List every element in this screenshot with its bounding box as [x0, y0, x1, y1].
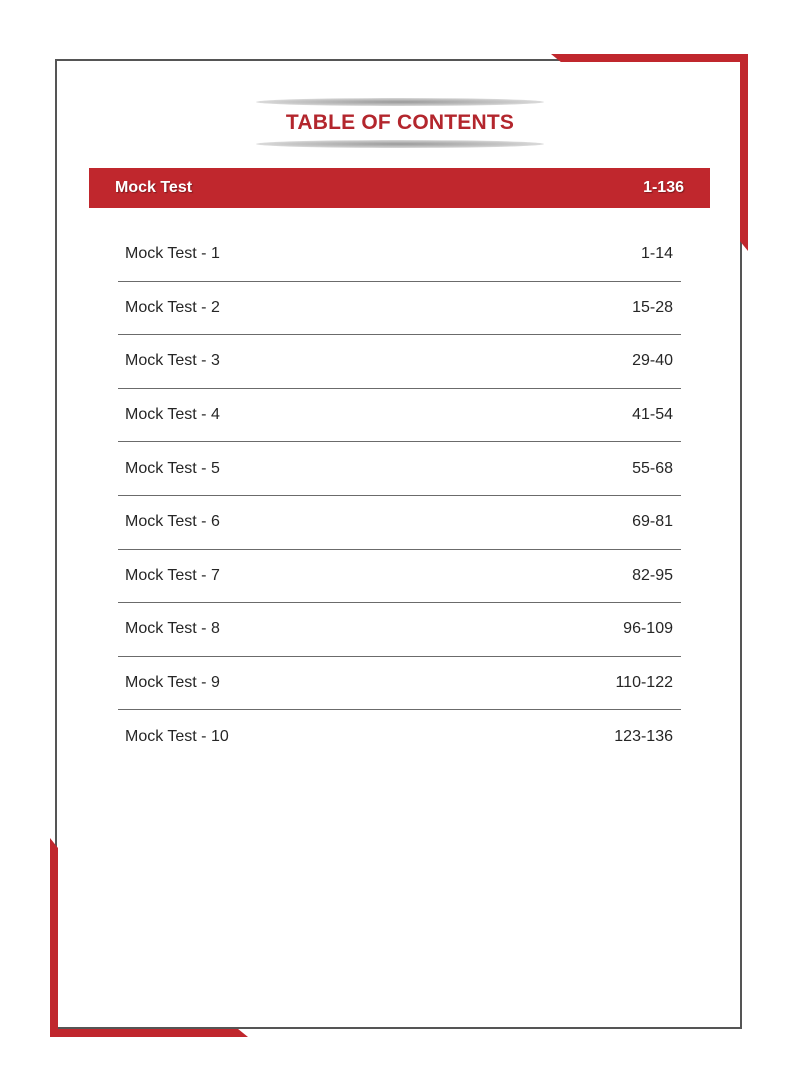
- corner-accent-top-right-horizontal: [551, 54, 748, 62]
- toc-entry[interactable]: [118, 442, 681, 496]
- toc-entry[interactable]: [118, 657, 681, 711]
- toc-entry-label: Mock Test - 3: [125, 352, 220, 370]
- toc-entry-pages: 41-54: [632, 406, 673, 424]
- toc-entry-pages: 123-136: [614, 728, 673, 746]
- toc-entry-pages: 110-122: [615, 674, 673, 692]
- toc-entry-label: Mock Test - 10: [125, 728, 229, 746]
- toc-entry[interactable]: [118, 496, 681, 550]
- toc-entry[interactable]: [118, 710, 681, 764]
- toc-entry-pages: 96-109: [623, 620, 673, 638]
- toc-entry-pages: 1-14: [640, 245, 673, 263]
- toc-entry-label: Mock Test - 9: [125, 674, 220, 692]
- toc-entry-label: Mock Test - 4: [125, 406, 220, 424]
- toc-entry-label: Mock Test - 5: [125, 459, 220, 477]
- corner-accent-bottom-left-vertical: [50, 838, 58, 1037]
- toc-entry[interactable]: [118, 550, 681, 604]
- corner-accent-bottom-left-horizontal: [50, 1029, 248, 1037]
- section-label: Mock Test: [115, 179, 193, 196]
- title-block: [256, 98, 544, 150]
- toc-entry-label: Mock Test - 2: [125, 298, 220, 316]
- toc-entry-pages: 82-95: [632, 566, 673, 584]
- toc-entry-label: Mock Test - 7: [125, 566, 220, 584]
- page-title: TABLE OF CONTENTS: [285, 111, 515, 134]
- toc-entry[interactable]: [118, 228, 681, 282]
- toc-entry[interactable]: [118, 389, 681, 443]
- toc-entry-label: Mock Test - 8: [125, 620, 220, 638]
- toc-entry-pages: 69-81: [632, 513, 673, 531]
- toc-entry[interactable]: [118, 282, 681, 336]
- title-ornament-top: [256, 98, 544, 106]
- corner-accent-top-right-vertical: [740, 54, 748, 251]
- toc-entry-label: Mock Test - 6: [125, 513, 220, 531]
- section-page-range: 1-136: [643, 179, 684, 196]
- title-ornament-bottom: [256, 140, 544, 148]
- section-header-bar[interactable]: [89, 168, 710, 208]
- toc-entry-pages: 55-68: [632, 459, 673, 477]
- toc-entry[interactable]: [118, 603, 681, 657]
- toc-entry-pages: 15-28: [632, 298, 673, 316]
- toc-entry[interactable]: [118, 335, 681, 389]
- toc-list: [118, 228, 681, 764]
- toc-entry-label: Mock Test - 1: [125, 245, 220, 263]
- toc-entry-pages: 29-40: [632, 352, 673, 370]
